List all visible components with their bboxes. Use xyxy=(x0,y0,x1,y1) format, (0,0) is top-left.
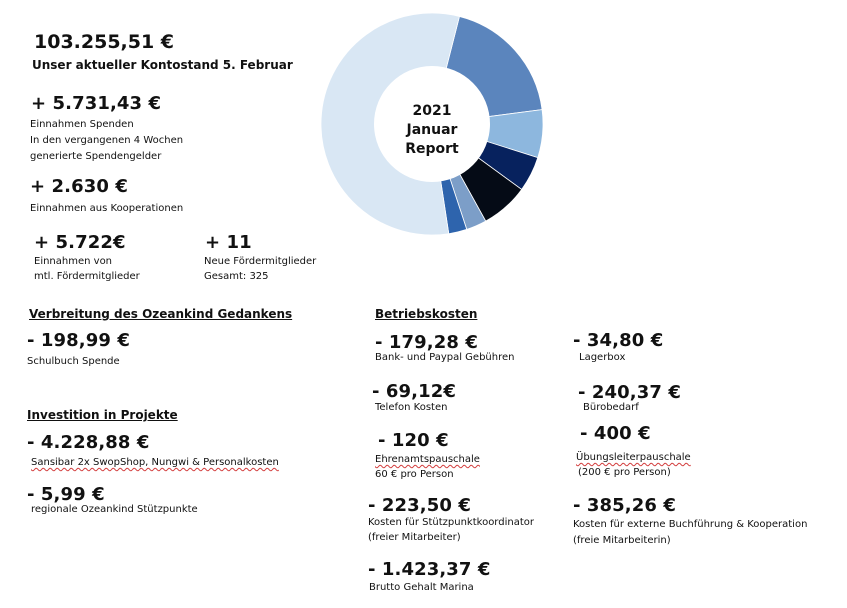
cooperations-amount: + 2.630 € xyxy=(30,176,128,197)
investment-label-1: Sansibar 2x SwopShop, Nungwi & Personalkosten xyxy=(31,457,279,468)
external-label-1: Kosten für externe Buchführung & Kooperation xyxy=(573,519,808,530)
spread-amount: - 198,99 € xyxy=(27,330,130,351)
office-label: Bürobedarf xyxy=(583,402,639,413)
salary-amount: - 1.423,37 € xyxy=(368,559,491,580)
phone-amount: - 69,12€ xyxy=(372,381,456,402)
volunteer-note: 60 € pro Person xyxy=(375,469,454,480)
salary-label: Brutto Gehalt Marina xyxy=(369,582,474,593)
investment-amount-1: - 4.228,88 € xyxy=(27,432,150,453)
balance-label: Unser aktueller Kontostand 5. Februar xyxy=(32,58,293,72)
operating-heading: Betriebskosten xyxy=(375,307,478,321)
trainer-amount: - 400 € xyxy=(580,423,651,444)
donations-label: Einnahmen Spenden xyxy=(30,119,134,130)
volunteer-amount: - 120 € xyxy=(378,430,449,451)
investment-label-2: regionale Ozeankind Stützpunkte xyxy=(31,504,198,515)
new-members-label-2: Gesamt: 325 xyxy=(204,271,269,282)
investment-amount-2: - 5,99 € xyxy=(27,484,105,505)
members-amount: + 5.722€ xyxy=(34,232,126,253)
trainer-label: Übungsleiterpauschale xyxy=(576,452,691,463)
new-members-label-1: Neue Fördermitglieder xyxy=(204,256,317,267)
external-label-2: (freie Mitarbeiterin) xyxy=(573,535,671,546)
storage-label: Lagerbox xyxy=(579,352,626,363)
volunteer-label: Ehrenamtspauschale xyxy=(375,454,480,465)
members-label-1: Einnahmen von xyxy=(34,256,113,267)
phone-label: Telefon Kosten xyxy=(375,402,448,413)
spread-heading: Verbreitung des Ozeankind Gedankens xyxy=(29,307,293,321)
coord-label-2: (freier Mitarbeiter) xyxy=(368,532,461,543)
donations-amount: + 5.731,43 € xyxy=(31,93,162,114)
balance-amount: 103.255,51 € xyxy=(34,31,175,53)
members-label-2: mtl. Fördermitglieder xyxy=(34,271,140,282)
report-title xyxy=(386,102,478,159)
donations-note-1: In den vergangenen 4 Wochen xyxy=(30,135,184,146)
spread-label: Schulbuch Spende xyxy=(27,356,120,367)
bank-label: Bank- und Paypal Gebühren xyxy=(375,352,515,363)
new-members-amount: + 11 xyxy=(205,232,252,253)
report-word: Report xyxy=(405,141,459,157)
coord-label-1: Kosten für Stützpunktkoordinator xyxy=(368,517,534,528)
external-amount: - 385,26 € xyxy=(573,495,676,516)
coord-amount: - 223,50 € xyxy=(368,495,471,516)
cooperations-label: Einnahmen aus Kooperationen xyxy=(30,203,184,214)
bank-amount: - 179,28 € xyxy=(375,332,478,353)
report-month: Januar xyxy=(406,122,458,138)
donations-note-2: generierte Spendengelder xyxy=(30,151,162,162)
trainer-note: (200 € pro Person) xyxy=(578,467,671,478)
investment-heading: Investition in Projekte xyxy=(27,408,178,422)
storage-amount: - 34,80 € xyxy=(573,330,664,351)
office-amount: - 240,37 € xyxy=(578,382,681,403)
report-year: 2021 xyxy=(412,103,452,119)
